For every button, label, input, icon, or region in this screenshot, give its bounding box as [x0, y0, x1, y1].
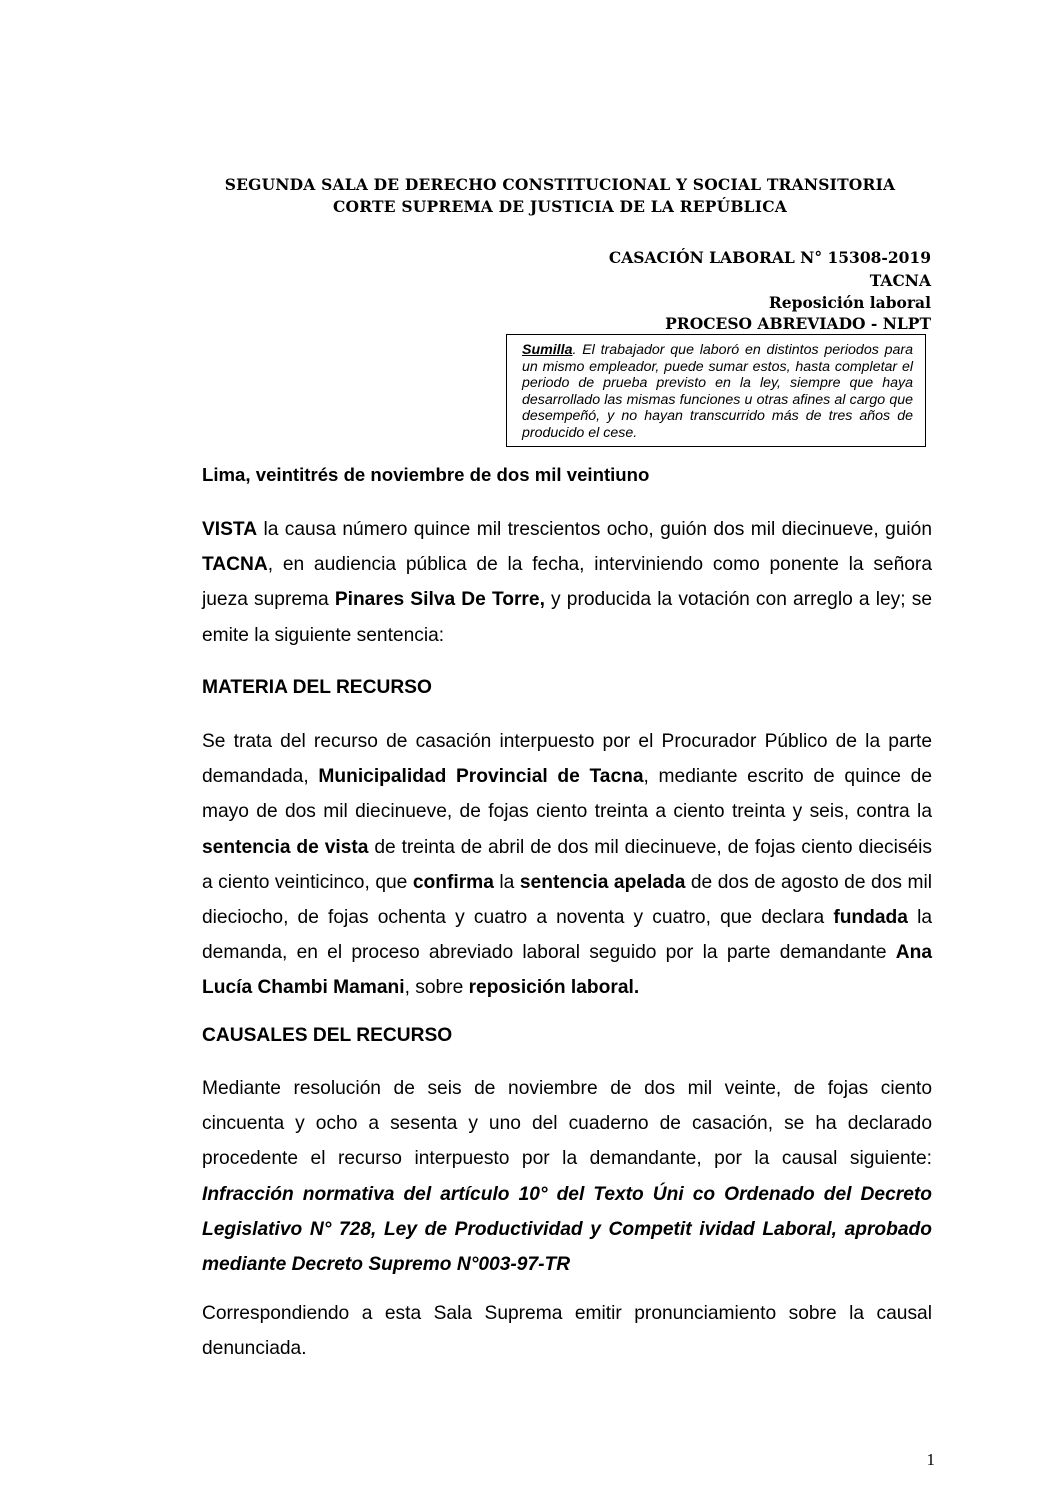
vista-keyword: VISTA: [202, 519, 258, 540]
page-number: 1: [926, 1450, 935, 1469]
materia-text-7: , sobre: [404, 977, 469, 999]
court-header-line-2: CORTE SUPREMA DE JUSTICIA DE LA REPÚBLICA: [333, 197, 787, 216]
vista-judge-name: Pinares Silva De Torre,: [334, 589, 545, 611]
materia-paragraph: [202, 724, 932, 1006]
sumilla-box: [506, 334, 926, 447]
date-line: Lima, veintitrés de noviembre de dos mil veintiuno: [202, 464, 650, 485]
case-process: PROCESO ABREVIADO - NLPT: [665, 314, 931, 333]
materia-confirma: confirma: [412, 871, 494, 893]
materia-defendant: Municipalidad Provincial de Tacna: [318, 766, 644, 788]
materia-plaintiff: Ana Lucía Chambi Mamani: [202, 942, 932, 999]
causales-paragraph: [202, 1071, 932, 1282]
vista-text-3: y producida la votación con arreglo a ley; se emite la siguiente sentencia:: [202, 589, 933, 646]
materia-text-6: la demanda, en el proceso abreviado laboral seguido por la parte demandante: [202, 907, 933, 964]
materia-fundada: fundada: [833, 907, 908, 929]
materia-subject: reposición laboral.: [468, 977, 640, 999]
case-subject: Reposición laboral: [768, 293, 931, 312]
case-number: CASACIÓN LABORAL N° 15308-2019: [608, 248, 931, 267]
court-header-line-1: SEGUNDA SALA DE DERECHO CONSTITUCIONAL Y SOCIAL TRANSITORIA: [224, 175, 896, 194]
vista-text-1: la causa número quince mil trescientos ocho, guión dos mil diecinueve, guión: [257, 519, 932, 540]
materia-text-2: , mediante escrito de quince de mayo de dos mil diecinueve, de fojas ciento treinta a ciento treinta y seis, contra la: [202, 766, 932, 823]
closing-paragraph: Correspondiendo a esta Sala Suprema emitir pronunciamiento sobre la causal denunciada.: [202, 1303, 932, 1360]
vista-tacna: TACNA: [202, 554, 268, 576]
vista-text-2: , en audiencia pública de la fecha, interviniendo como ponente la señora jueza suprema: [202, 554, 932, 611]
materia-heading: MATERIA DEL RECURSO: [202, 677, 432, 698]
materia-text-3: de treinta de abril de dos mil diecinueve, de fojas ciento dieciséis a ciento veinticinco, que: [202, 836, 932, 893]
vista-paragraph: [202, 512, 932, 653]
sumilla-text: . El trabajador que laboró en distintos periodos para un mismo empleador, puede sumar estos, hasta completar el periodo de prueba previsto en la ley, siempre que haya desarrollado las mismas funciones u otras afines al cargo que desempeñó, y no hayan transcurrido más de tres años de producido el cese.: [522, 342, 913, 441]
case-place: TACNA: [869, 271, 931, 290]
materia-sentencia-vista: sentencia de vista: [202, 836, 369, 858]
materia-text-5: de dos de agosto de dos mil dieciocho, de fojas ochenta y cuatro a noventa y cuatro, que declara: [202, 871, 932, 929]
causales-text: Mediante resolución de seis de noviembre de dos mil veinte, de fojas ciento cincuenta y ocho a sesenta y uno del cuaderno de casación, se ha declarado procedente el recurso interpuesto por la demandante, por la causal siguiente:: [202, 1078, 932, 1170]
causales-infraccion: Infracción normativa del artículo 10° del Texto Úni co Ordenado del Decreto Legislativo N° 728, Ley de Productividad y Competit ividad Laboral, aprobado mediante Decreto Supremo N°003-97-TR: [202, 1183, 932, 1276]
materia-sentencia-apelada: sentencia apelada: [519, 871, 686, 893]
causales-heading: CAUSALES DEL RECURSO: [202, 1025, 453, 1046]
materia-text-4: la: [493, 871, 520, 893]
sumilla-label: Sumilla: [522, 342, 573, 358]
materia-text-1: Se trata del recurso de casación interpuesto por el Procurador Público de la parte demandada,: [202, 731, 932, 788]
